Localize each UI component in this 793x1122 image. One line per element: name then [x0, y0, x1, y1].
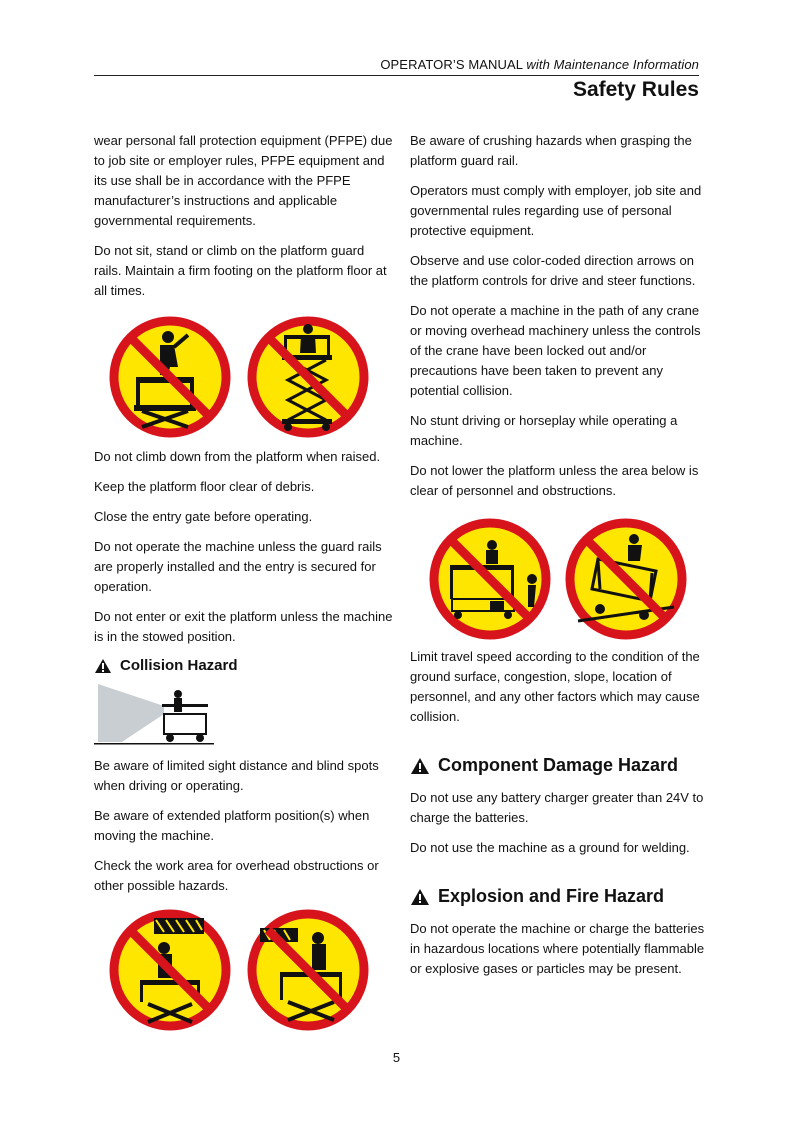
left-paragraph-extended-platform: Be aware of extended platform position(s) when moving the machine.	[94, 808, 370, 843]
manual-title-text: OPERATOR’S MANUAL	[380, 57, 523, 72]
right-paragraph-crane: Do not operate a machine in the path of any crane or moving overhead machinery unless the controls of the crane have been locked out and/or precautions have been taken to prevent any potential collision.	[410, 303, 701, 398]
no-overhead-ceiling-icon	[246, 908, 370, 1032]
header-rule	[94, 75, 699, 76]
warning-triangle-icon	[94, 658, 112, 674]
right-paragraph-lower-platform: Do not lower the platform unless the area below is clear of personnel and obstructions.	[410, 463, 699, 498]
right-paragraph-ppe: Operators must comply with employer, job site and governmental rules regarding use of personal protective equipment.	[410, 183, 702, 238]
left-paragraph-entry-gate: Close the entry gate before operating.	[94, 509, 313, 524]
explosion-fire-heading	[410, 886, 710, 907]
prohibition-signs-climbing	[94, 311, 394, 443]
manual-title	[380, 57, 699, 72]
left-paragraph-guard-rails: Do not sit, stand or climb on the platform guard rails. Maintain a firm footing on the platform floor at all times.	[94, 243, 387, 298]
left-paragraph-guard-installed: Do not operate the machine unless the guard rails are properly installed and the entry is secured for operation.	[94, 539, 382, 594]
prohibition-signs-lowering	[410, 511, 710, 643]
right-paragraph-stunt-driving: No stunt driving or horseplay while operating a machine.	[410, 413, 678, 448]
manual-subtitle: with Maintenance Information	[526, 57, 699, 72]
right-paragraph-crushing: Be aware of crushing hazards when grasping the platform guard rail.	[410, 133, 692, 168]
left-paragraph-sight-distance: Be aware of limited sight distance and blind spots when driving or operating.	[94, 758, 379, 793]
no-lowering-over-personnel-icon	[428, 517, 552, 641]
left-paragraph-stowed: Do not enter or exit the platform unless the machine is in the stowed position.	[94, 609, 393, 644]
blind-spot-diagram-icon	[94, 680, 214, 746]
prohibition-signs-overhead	[94, 906, 394, 1038]
no-overhead-obstruction-icon	[108, 908, 232, 1032]
right-paragraph-battery-charger: Do not use any battery charger greater than 24V to charge the batteries.	[410, 790, 704, 825]
left-paragraph-debris: Keep the platform floor clear of debris.	[94, 479, 315, 494]
right-column	[410, 131, 710, 989]
no-stunt-driving-icon	[564, 517, 688, 641]
explosion-fire-title: Explosion and Fire Hazard	[438, 886, 665, 906]
page-number: 5	[392, 1050, 401, 1065]
collision-hazard-heading	[94, 657, 394, 674]
left-paragraph-overhead: Check the work area for overhead obstructions or other possible hazards.	[94, 858, 379, 893]
warning-triangle-icon	[410, 757, 430, 775]
left-paragraph-climb-down: Do not climb down from the platform when raised.	[94, 449, 381, 464]
right-paragraph-hazardous-locations: Do not operate the machine or charge the batteries in hazardous locations where potentially flammable or explosive gases or particles may be present.	[410, 921, 705, 976]
left-paragraph-pfpe: wear personal fall protection equipment (PFPE) due to job site or employer rules, PFPE equipment and its use shall be in accordance with the PFPE manufacturer’s instructions and applicable governmental requirements.	[94, 133, 393, 228]
collision-hazard-title: Collision Hazard	[120, 657, 238, 674]
component-damage-heading	[410, 755, 710, 776]
component-damage-title: Component Damage Hazard	[438, 755, 679, 775]
section-title: Safety Rules	[572, 78, 699, 101]
no-climbing-scissor-icon	[246, 315, 370, 439]
warning-triangle-icon	[410, 888, 430, 906]
right-paragraph-travel-speed: Limit travel speed according to the condition of the ground surface, congestion, slope, location of personnel, and any other factors which may cause collision.	[410, 649, 700, 724]
left-column	[94, 131, 394, 1042]
no-climbing-rails-icon	[108, 315, 232, 439]
right-paragraph-welding: Do not use the machine as a ground for welding.	[410, 840, 690, 855]
right-paragraph-direction-arrows: Observe and use color-coded direction arrows on the platform controls for drive and steer functions.	[410, 253, 696, 288]
